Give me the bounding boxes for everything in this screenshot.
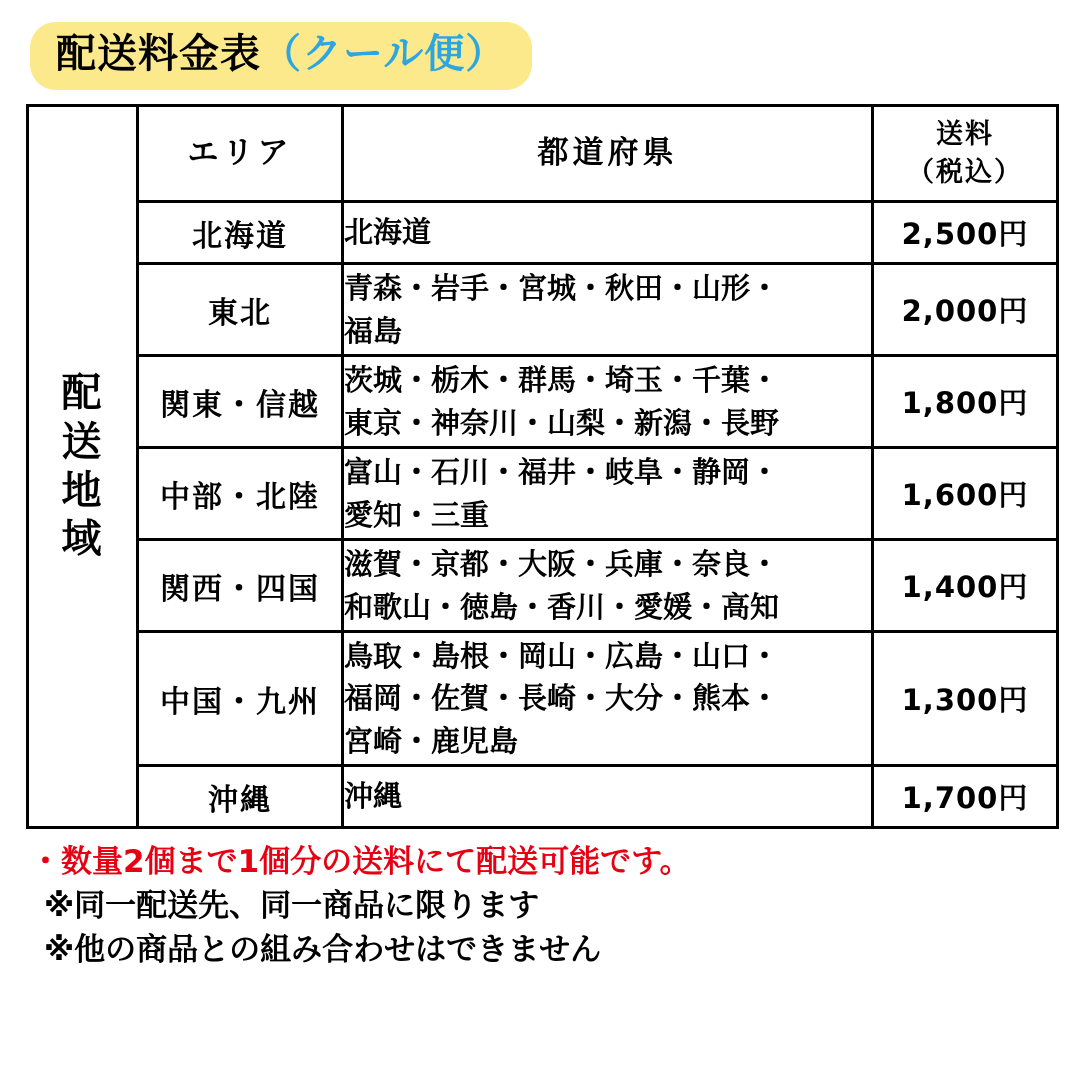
table-row [28, 202, 1058, 264]
header-area: エリア [138, 106, 343, 202]
area-name: 東北 [138, 264, 343, 356]
header-prefecture: 都道府県 [343, 106, 873, 202]
fee-amount: 1,400円 [873, 540, 1058, 632]
header-fee [873, 106, 1058, 202]
fee-amount: 1,600円 [873, 448, 1058, 540]
prefecture-list [343, 202, 873, 264]
prefecture-line: 福岡・佐賀・長崎・大分・熊本・ [344, 681, 780, 716]
title-sub-text: （クール便） [261, 31, 507, 77]
fee-table-wrap [26, 104, 1054, 829]
page-title [30, 22, 532, 90]
fee-amount: 1,700円 [873, 766, 1058, 828]
prefecture-line: 青森・岩手・宮城・秋田・山形・ [344, 271, 780, 306]
prefecture-line: 滋賀・京都・大阪・兵庫・奈良・ [344, 547, 780, 582]
prefecture-list [343, 264, 873, 356]
area-name: 中部・北陸 [138, 448, 343, 540]
row-group-label-c4: 域 [61, 516, 104, 563]
row-group-label-c3: 地 [61, 467, 104, 514]
prefecture-line: 和歌山・徳島・香川・愛媛・高知 [344, 589, 780, 624]
prefecture-line: 鳥取・島根・岡山・広島・山口・ [344, 639, 780, 674]
area-name: 北海道 [138, 202, 343, 264]
shipping-fee-table [26, 104, 1059, 829]
prefecture-list [343, 766, 873, 828]
prefecture-list [343, 632, 873, 766]
prefecture-line: 福島 [344, 313, 403, 348]
fee-amount: 1,800円 [873, 356, 1058, 448]
note-no-combination: ※他の商品との組み合わせはできません [44, 932, 602, 969]
prefecture-list [343, 356, 873, 448]
prefecture-list [343, 540, 873, 632]
prefecture-line: 宮崎・鹿児島 [344, 723, 519, 758]
prefecture-line: 茨城・栃木・群馬・埼玉・千葉・ [344, 363, 780, 398]
row-group-label [28, 106, 138, 828]
table-row [28, 632, 1058, 766]
area-name: 関東・信越 [138, 356, 343, 448]
title-main-text: 配送料金表 [56, 31, 261, 77]
prefecture-line: 北海道 [344, 215, 432, 250]
note-quantity: ・数量2個まで1個分の送料にて配送可能です。 [30, 844, 691, 880]
table-row [28, 448, 1058, 540]
title-line [56, 30, 506, 78]
row-group-label-c2: 送 [61, 418, 104, 465]
fee-amount: 1,300円 [873, 632, 1058, 766]
area-name: 沖縄 [138, 766, 343, 828]
note-same-destination: ※同一配送先、同一商品に限ります [44, 888, 540, 925]
fee-amount: 2,500円 [873, 202, 1058, 264]
table-row [28, 540, 1058, 632]
header-fee-line1: 送料 [936, 118, 994, 150]
fee-amount: 2,000円 [873, 264, 1058, 356]
area-name: 関西・四国 [138, 540, 343, 632]
prefecture-line: 富山・石川・福井・岐阜・静岡・ [344, 455, 780, 490]
prefecture-line: 東京・神奈川・山梨・新潟・長野 [344, 405, 780, 440]
area-name: 中国・九州 [138, 632, 343, 766]
prefecture-line: 愛知・三重 [344, 497, 490, 532]
table-row [28, 766, 1058, 828]
notes-section [30, 841, 1054, 972]
table-row [28, 356, 1058, 448]
table-header-row [28, 106, 1058, 202]
row-group-label-c1: 配 [61, 369, 104, 416]
table-row [28, 264, 1058, 356]
prefecture-list [343, 448, 873, 540]
prefecture-line: 沖縄 [344, 779, 403, 814]
header-fee-line2: （税込） [907, 156, 1023, 188]
